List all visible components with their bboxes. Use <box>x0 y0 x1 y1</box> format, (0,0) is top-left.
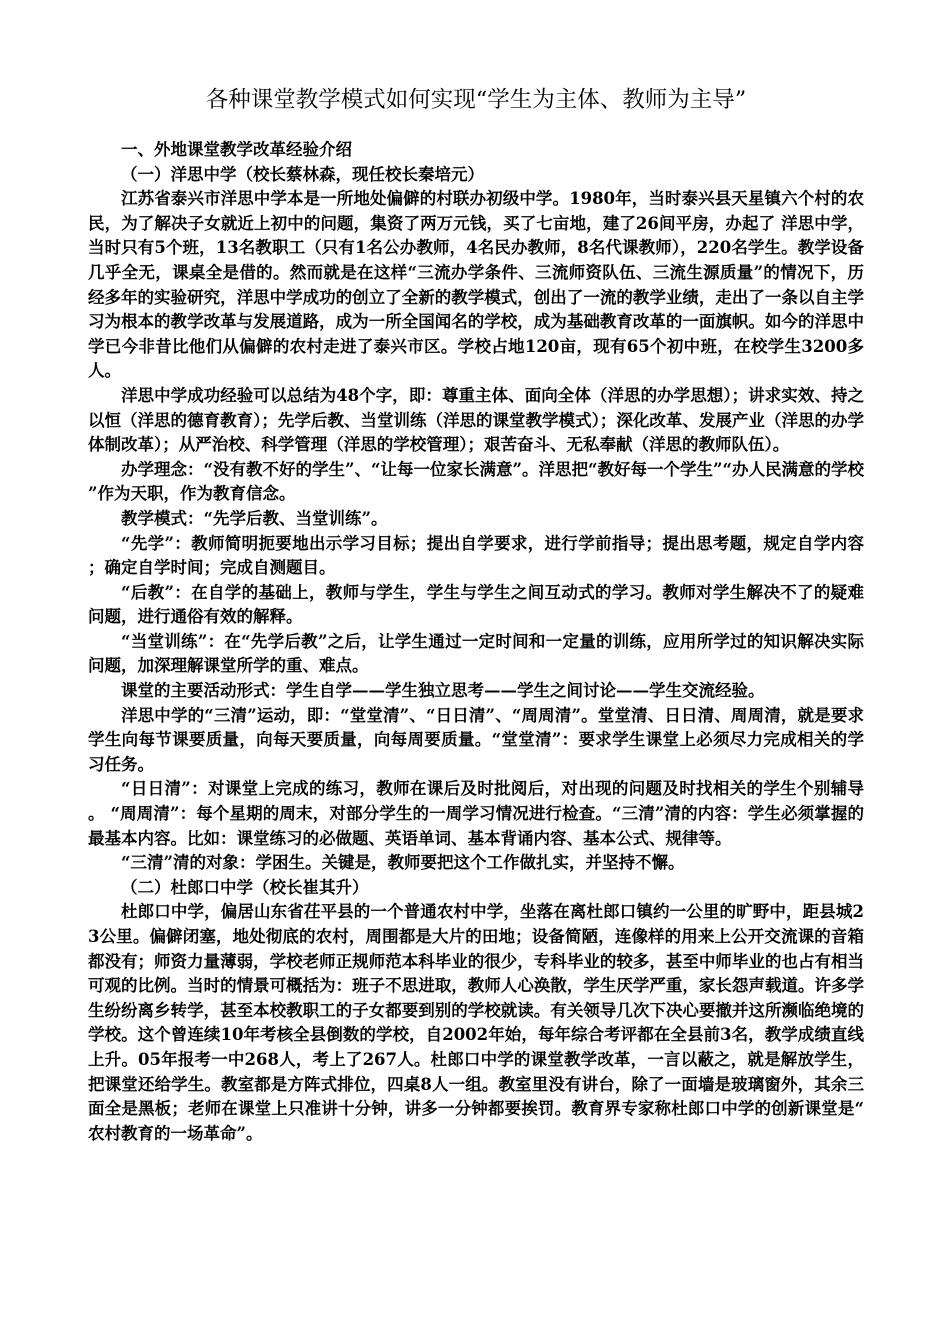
body-paragraph: 课堂的主要活动形式：学生自学——学生独立思考——学生之间讨论——学生交流经验。 <box>121 681 765 701</box>
body-paragraph: “先学”：教师简明扼要地出示学习目标；提出自学要求，进行学前指导；提出思考题，规定自学内容；确定自学时间；完成自测题目。 <box>88 533 864 578</box>
document-body <box>88 138 864 1146</box>
document-title: 各种课堂教学模式如何实现“学生为主体、教师为主导” <box>205 87 747 113</box>
body-paragraph: 洋思中学的“三清”运动，即：“堂堂清”、“日日清”、“周周清”。堂堂清、日日清、周周清，就是要求学生向每节课要质量，向每天要质量，向每周要质量。“堂堂清”：要求学生课堂上必须尽力完成相关的学习任务。 <box>88 705 864 774</box>
body-paragraph: “三清”清的对象：学困生。关键是，教师要把这个工作做扎实，并坚持不懈。 <box>121 853 685 873</box>
body-paragraph: “后教”：在自学的基础上，教师与学生，学生与学生之间互动式的学习。教师对学生解决不了的疑难问题，进行通俗有效的解释。 <box>88 582 864 627</box>
body-paragraph: “当堂训练”：在“先学后教”之后，让学生通过一定时间和一定量的训练，应用所学过的知识解决实际问题，加深理解课堂所学的重、难点。 <box>88 631 864 676</box>
body-paragraph: 洋思中学成功经验可以总结为48个字，即：尊重主体、面向全体（洋思的办学思想）；讲求实效、持之以恒（洋思的德育教育）；先学后教、当堂训练（洋思的课堂教学模式）；深化改革、发展产业（洋思的办学体制改革）；从严治校、科学管理（洋思的学校管理）；艰苦奋斗、无私奉献（洋思的教师队伍）。 <box>88 385 864 455</box>
section-heading: 一、外地课堂教学改革经验介绍 <box>121 140 352 159</box>
subsection-heading: （二）杜郎口中学（校长崔其升） <box>121 877 369 897</box>
body-paragraph: 办学理念：“没有教不好的学生”、“让每一位家长满意”。洋思把“教好每一个学生”“办人民满意的学校”作为天职，作为教育信念。 <box>88 459 864 504</box>
body-paragraph: 杜郎口中学，偏居山东省茌平县的一个普通农村中学，坐落在离杜郎口镇约一公里的旷野中，距县城23公里。偏僻闭塞，地处彻底的农村，周围都是大片的田地；设备简陋，连像样的用来上公开交流课的音箱都没有；师资力量薄弱，学校老师正规师范本科毕业的很少，专科毕业的较多，甚至中师毕业的也占有相当可观的比例。当时的情景可概括为：班子不思进取，教师人心涣散，学生厌学严重，家长怨声载道。许多学生纷纷离乡转学，甚至本校教职工的子女都要到别的学校就读。有关领导几次下决心要撤并这所濒临绝境的学校。这个曾连续10年考核全县倒数的学校，自2002年始，每年综合考评都在全县前3名，教学成绩直线上升。05年报考一中268人，考上了267人。杜郎口中学的课堂教学改革，一言以蔽之，就是解放学生，把课堂还给学生。教室都是方阵式排位，四桌8人一组。教室里没有讲台，除了一面墙是玻璃窗外，其余三面全是黑板；老师在课堂上只准讲十分钟，讲多一分钟都要挨罚。教育界专家称杜郎口中学的创新课堂是“农村教育的一场革命”。 <box>88 902 864 1143</box>
body-paragraph: 江苏省泰兴市洋思中学本是一所地处偏僻的村联办初级中学。1980年，当时泰兴县天星镇六个村的农民，为了解决子女就近上初中的问题，集资了两万元钱，买了七亩地，建了26间平房，办起了 洋思中学，当时只有5个班，13名教职工（只有1名公办教师，4名民办教师，8名代课教师），220名学生。教学设备几乎全无，课桌全是借的。然而就是在这样“三流办学条件、三流师资队伍、三流生源质量”的情况下，历经多年的实验研究，洋思中学成功的创立了全新的教学模式，创出了一流的教学业绩，走出了一条以自主学习为根本的教学改革与发展道路，成为一所全国闻名的学校，成为基础教育改革的一面旗帜。如今的洋思中学已今非昔比他们从偏僻的农村走进了泰兴市区。学校占地120亩，现有65个初中班，在校学生3200多人。 <box>88 189 864 381</box>
body-paragraph: 教学模式：“先学后教、当堂训练”。 <box>121 508 388 528</box>
document-page <box>88 84 864 1146</box>
body-paragraph: “日日清”：对课堂上完成的练习，教师在课后及时批阅后，对出现的问题及时找相关的学生个别辅导。 “周周清”：每个星期的周末，对部分学生的一周学习情况进行检查。“三清”清的内容：学生必须掌握的最基本内容。比如：课堂练习的必做题、英语单词、基本背诵内容、基本公式、规律等。 <box>88 779 864 848</box>
subsection-heading: （一）洋思中学（校长蔡林森，现任校长秦培元） <box>121 164 484 184</box>
